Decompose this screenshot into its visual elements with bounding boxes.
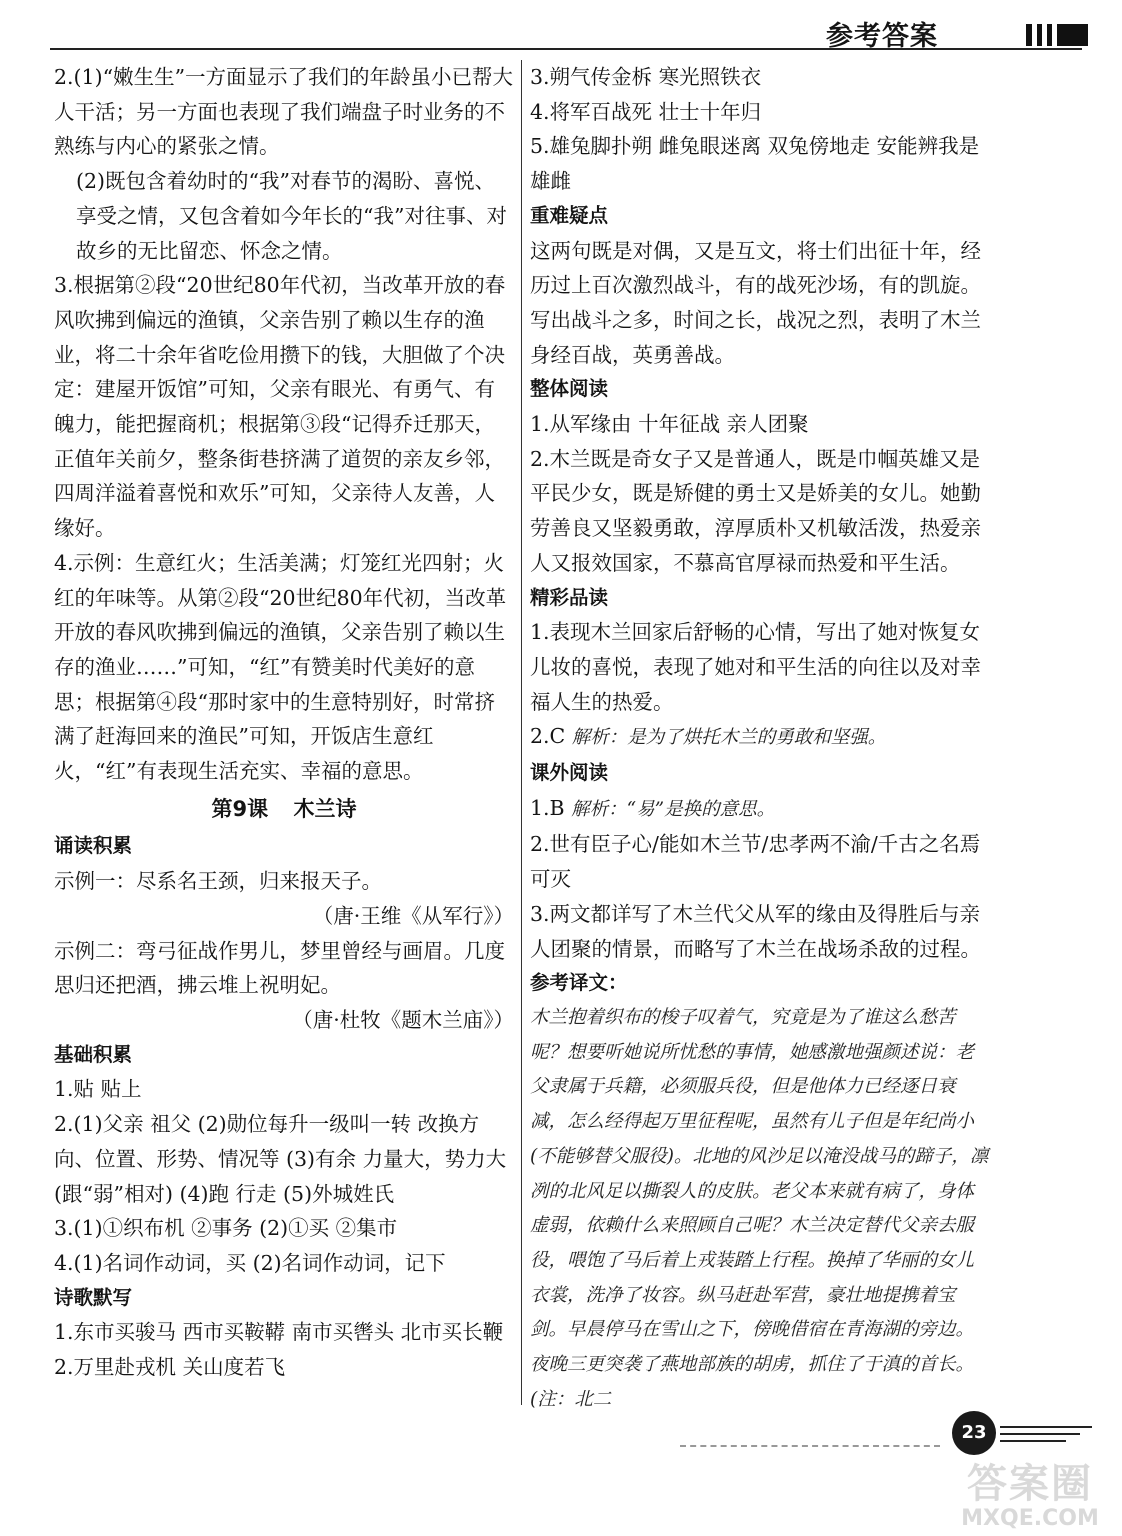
section-heading: 诵读积累 xyxy=(54,834,133,858)
answer-item: 示例一：尽系名王颈，归来报天子。 xyxy=(54,869,382,894)
left-column xyxy=(54,60,514,1385)
section-heading: 诗歌默写 xyxy=(54,1285,133,1309)
section-heading: 重难疑点 xyxy=(530,203,609,227)
answer-item: 3.(1)①织布机 ②事务 (2)①买 ②集市 xyxy=(54,1216,398,1241)
answer-choice: 1.B xyxy=(530,795,565,820)
watermark xyxy=(945,1462,1115,1532)
column-divider xyxy=(521,60,522,1405)
answer-item xyxy=(530,791,990,828)
answer-item: 1.贴 贴上 xyxy=(54,1077,142,1102)
header-decoration-icon xyxy=(1026,24,1088,46)
explanation: 解析：“易”是换的意思。 xyxy=(571,798,776,820)
answer-item: 2.(1)父亲 祖父 (2)勋位每升一级叫一转 改换方向、位置、形势、情况等 (3)有余 力量大，势力大(跟“弱”相对) (4)跑 行走 (5)外城姓氏 xyxy=(54,1112,507,1206)
footer-lines-decoration xyxy=(1000,1420,1100,1450)
header-title: 参考答案 xyxy=(826,21,938,52)
answer-item: 1.东市买骏马 西市买鞍鞯 南市买辔头 北市买长鞭 xyxy=(54,1320,504,1345)
section-heading: 基础积累 xyxy=(54,1042,133,1066)
page-header xyxy=(0,0,1122,60)
page-number: 23 xyxy=(952,1411,996,1455)
citation: （唐·杜牧《题木兰庙》） xyxy=(292,1007,514,1032)
translation-text: 木兰抱着织布的梭子叹着气，究竟是为了谁这么愁苦呢？想要听她说所忧愁的事情，她感激地强颜述说：老父隶属于兵籍，必须服兵役，但是他体力已经逐日衰减，怎么经得起万里征程呢，虽然有儿子但是年纪尚小(不能够替父服役)。北地的风沙足以淹没战马的蹄子，凛冽的北风足以撕裂人的皮肤。老父本来就有病了，身体虚弱，依赖什么来照顾自己呢？木兰决定替代父亲去服役，喂饱了马后着上戎装踏上行程。换掉了华丽的女儿衣裳，洗净了妆容。纵马赶赴军营，豪壮地提携着宝剑。早晨停马在雪山之下，傍晚借宿在青海湖的旁边。夜晚三更突袭了燕地部族的胡虏，抓住了于滇的首长。(注：北二 xyxy=(530,1006,989,1410)
answer-item: 2.世有臣子心/能如木兰节/忠孝两不渝/千古之名焉可灭 xyxy=(530,832,981,892)
answer-item: 1.表现木兰回家后舒畅的心情，写出了她对恢复女儿妆的喜悦，表现了她对和平生活的向往以及对幸福人生的热爱。 xyxy=(530,620,981,714)
watermark-line2: MXQE.COM xyxy=(961,1506,1099,1531)
answer-item: 示例二：弯弓征战作男儿，梦里曾经与画眉。几度思归还把酒，拂云堆上祝明妃。 xyxy=(54,938,505,998)
answer-item: 2.(1)“嫩生生”一方面显示了我们的年龄虽小已帮大人干活；另一方面也表现了我们端盘子时业务的不熟练与内心的紧张之情。 xyxy=(54,65,514,159)
lesson-title: 第9课 木兰诗 xyxy=(211,796,357,821)
answer-item: 3.根据第②段“20世纪80年代初，当改革开放的春风吹拂到偏远的渔镇，父亲告别了赖以生存的渔业，将二十余年省吃俭用攒下的钱，大胆做了个决定：建屋开饭馆”可知，父亲有眼光、有勇气、有魄力，能把握商机；根据第③段“记得乔迁那天，正值年关前夕，整条街巷挤满了道贺的亲友乡邻，四周洋溢着喜悦和欢乐”可知，父亲待人友善，人缘好。 xyxy=(54,273,506,541)
answer-item xyxy=(530,719,990,756)
citation: （唐·王维《从军行》） xyxy=(312,903,514,928)
answer-item: 4.(1)名词作动词，买 (2)名词作动词，记下 xyxy=(54,1250,446,1275)
answer-item: 4.将军百战死 壮士十年归 xyxy=(530,99,762,124)
answer-item: 4.示例：生意红火；生活美满；灯笼红光四射；火红的年味等。从第②段“20世纪80年代初，当改革开放的春风吹拂到偏远的渔镇，父亲告别了赖以生存的渔业……”可知，“红”有赞美时代美好的意思；根据第④段“那时家中的生意特别好，时常挤满了赶海回来的渔民”可知，开饭店生意红火，“红”有表现生活充实、幸福的意思。 xyxy=(54,550,507,784)
section-heading: 精彩品读 xyxy=(530,585,609,609)
footer-dashes xyxy=(680,1445,940,1447)
right-column xyxy=(530,60,990,1417)
answer-item: (2)既包含着幼时的“我”对春节的渴盼、喜悦、享受之情，又包含着如今年长的“我”对往事、对故乡的无比留恋、怀念之情。 xyxy=(76,169,507,263)
explanation: 解析：是为了烘托木兰的勇敢和坚强。 xyxy=(571,727,887,749)
answer-item: 2.万里赴戎机 关山度若飞 xyxy=(54,1355,286,1380)
answer-item: 1.从军缘由 十年征战 亲人团聚 xyxy=(530,412,809,437)
answer-item: 3.两文都详写了木兰代父从军的缘由及得胜后与亲人团聚的情景，而略写了木兰在战场杀敌的过程。 xyxy=(530,901,981,961)
answer-item: 2.木兰既是奇女子又是普通人，既是巾帼英雄又是平民少女，既是矫健的勇士又是娇美的女儿。她勤劳善良又坚毅勇敢，淳厚质朴又机敏活泼，热爱亲人又报效国家，不慕高官厚禄而热爱和平生活。 xyxy=(530,446,981,575)
answer-item: 5.雄兔脚扑朔 雌兔眼迷离 双兔傍地走 安能辨我是雄雌 xyxy=(530,134,980,194)
answer-item: 3.朔气传金柝 寒光照铁衣 xyxy=(530,65,762,89)
answer-choice: 2.C xyxy=(530,724,566,749)
section-heading: 课外阅读 xyxy=(530,761,609,785)
answer-item: 这两句既是对偶，又是互文，将士们出征十年，经历过上百次激烈战斗，有的战死沙场，有的凯旋。写出战斗之多，时间之长，战况之烈，表明了木兰身经百战，英勇善战。 xyxy=(530,238,981,367)
section-heading: 整体阅读 xyxy=(530,377,609,401)
watermark-line1: 答案圈 xyxy=(967,1461,1093,1507)
translation-heading: 参考译文： xyxy=(530,971,628,995)
